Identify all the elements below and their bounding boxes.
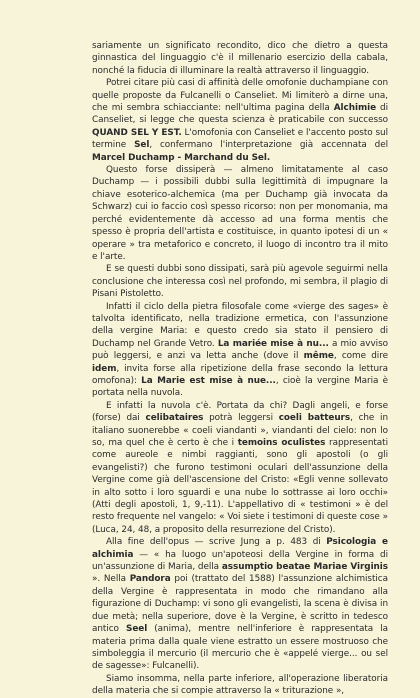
bold-term: Sel	[134, 140, 150, 151]
text-run: (anima), mentre nell'inferiore è rappresentata la materia prima dalla quale viene estratto un essere mostruoso che simboleggia il mercurio (il mercurio che è «appelé vierge... ou sel de sagesse»: Fulcanelli).	[92, 624, 388, 672]
text-run: E infatti la nuvola c'è. Portata da chi? Dagli angeli, e forse (forse) dai	[92, 400, 388, 424]
bold-term: La Marie est mise à nue...	[141, 375, 276, 386]
text-run: potrà leggersi	[203, 413, 279, 424]
paragraph	[92, 263, 388, 300]
bold-term: Alchimie	[333, 103, 377, 114]
text-run: , come dire	[333, 351, 388, 362]
text-run: Siamo insomma, nella parte inferiore, all'operazione liberatoria della materia che si compie attraverso la « triturazione »,	[92, 673, 388, 697]
text-run: — « ha luogo un'apoteosi della Vergine in forma di un'assunzione di Maria, della	[92, 549, 388, 573]
text-run: , che in italiano suonerebbe « coeli viandanti », viandanti del cielo: non lo so, ma quel che è certo è che i	[92, 413, 389, 448]
bold-term: même	[303, 351, 334, 362]
text-run: , confermano l'interpretazione già accennata del	[149, 140, 388, 151]
bold-term: celibataires	[145, 413, 204, 424]
paragraph	[92, 301, 388, 400]
text-run: rappresentati come aureole e nimbi raggianti, sono gli apostoli (o gli evangelisti?) che furono testimoni oculari dell'assunzione della Vergine come già dell'ascensione del Cristo: «Egli venne sollevato in alto sotto i loro sguardi e una nube lo sottrasse ai loro occhi» (Atti degli apostoli, 1, 9,-11). L'appellativo di « testimoni » è del resto frequente nel vangelo: « Voi siete i testimoni di queste cose » (Luca, 24, 48, a proposito della resurrezione del Cristo).	[92, 438, 388, 535]
bold-term: temoins oculistes	[237, 438, 326, 448]
bold-term: La mariée mise à nu...	[217, 338, 329, 349]
text-run: poi (trattato del 1588) l'assunzione alchimistica della Vergine è rappresentata in modo che rimandano alla figurazione di Duchamp: vi sono gli evangelisti, la scena è divisa in due metà; nella superiore, dove è la Vergine, è scritto in tedesco antico	[92, 574, 388, 635]
text-run: sariamente un significato recondito, dico che dietro a questa ginnastica del linguaggio c'è il millenario esercizio della cabala, nonché la fiducia di illuminare la realtà attraverso il linguaggio.	[92, 41, 388, 76]
paragraph	[92, 164, 388, 263]
paragraph	[92, 673, 388, 698]
text-column	[92, 40, 388, 698]
paragraph	[92, 77, 388, 164]
text-run: a mio avviso può leggersi, e anzi va letta anche (dove il	[92, 338, 388, 362]
text-run: Infatti il ciclo della pietra filosofale come «vierge des sages» è talvolta identificato, nella tradizione ermetica, con l'assunzione della vergine Maria: e questo credo sia stato il pensiero di Duchamp nel Grande Vetro.	[92, 301, 388, 349]
text-run: di Canseliet, si legge che questa scienza è praticabile con successo	[92, 103, 388, 126]
text-run: , cioè la vergine Maria è portata nella nuvola.	[92, 375, 388, 399]
bold-term: QUAND SEL Y EST.	[92, 127, 182, 138]
paragraph	[92, 536, 388, 672]
text-run: ». Nella	[92, 574, 130, 585]
bold-term: coeli batteurs	[278, 413, 351, 424]
text-run: E se questi dubbi sono dissipati, sarà più agevole seguirmi nella conclusione che interessa così nel profondo, mi sembra, il plagio di Pisani Pistoletto.	[92, 264, 388, 300]
paragraph	[92, 400, 388, 536]
bold-term: Psicologia e alchimia	[92, 537, 388, 560]
bold-term: Seel	[126, 624, 148, 635]
text-run: , invita forse alla ripetizione della frase secondo la lettura omofona):	[92, 363, 388, 386]
bold-term: Pandora	[129, 574, 171, 585]
text-run: Questo forse dissiperà — almeno limitatamente al caso Duchamp — i possibili dubbi sulla legittimità di impugnare la chiave esoterico-alchemica (ma per Duchamp già invocata da Schwarz) cui io faccio così spesso ricorso: non per monomania, ma perché evidentemente dà accesso ad una forma mentis che spesso è propria dell'artista e costituisce, in quanto ipotesi di un « operare » tra metaforico e concreto, il luogo di incontro tra il mito e l'arte.	[92, 165, 388, 262]
bold-term: assumptio beatae Mariae Virginis	[221, 562, 388, 573]
text-run: L'omofonia con Canseliet e l'accento posto sul termine	[92, 127, 388, 151]
bold-term: Marcel Duchamp - Marchand du Sel.	[92, 152, 271, 163]
bold-term: idem	[92, 363, 117, 374]
text-run: Alla fine dell'opus — scrive Jung a p. 483 di	[106, 537, 327, 548]
paragraph	[92, 40, 388, 77]
text-run: Potrei citare più casi di affinità delle omofonie duchampiane con quelle proposte da Fulcanelli o Canseliet. Mi limiterò a dirne una, che mi sembra schiacciante: nell'ultima pagina della	[92, 78, 388, 114]
